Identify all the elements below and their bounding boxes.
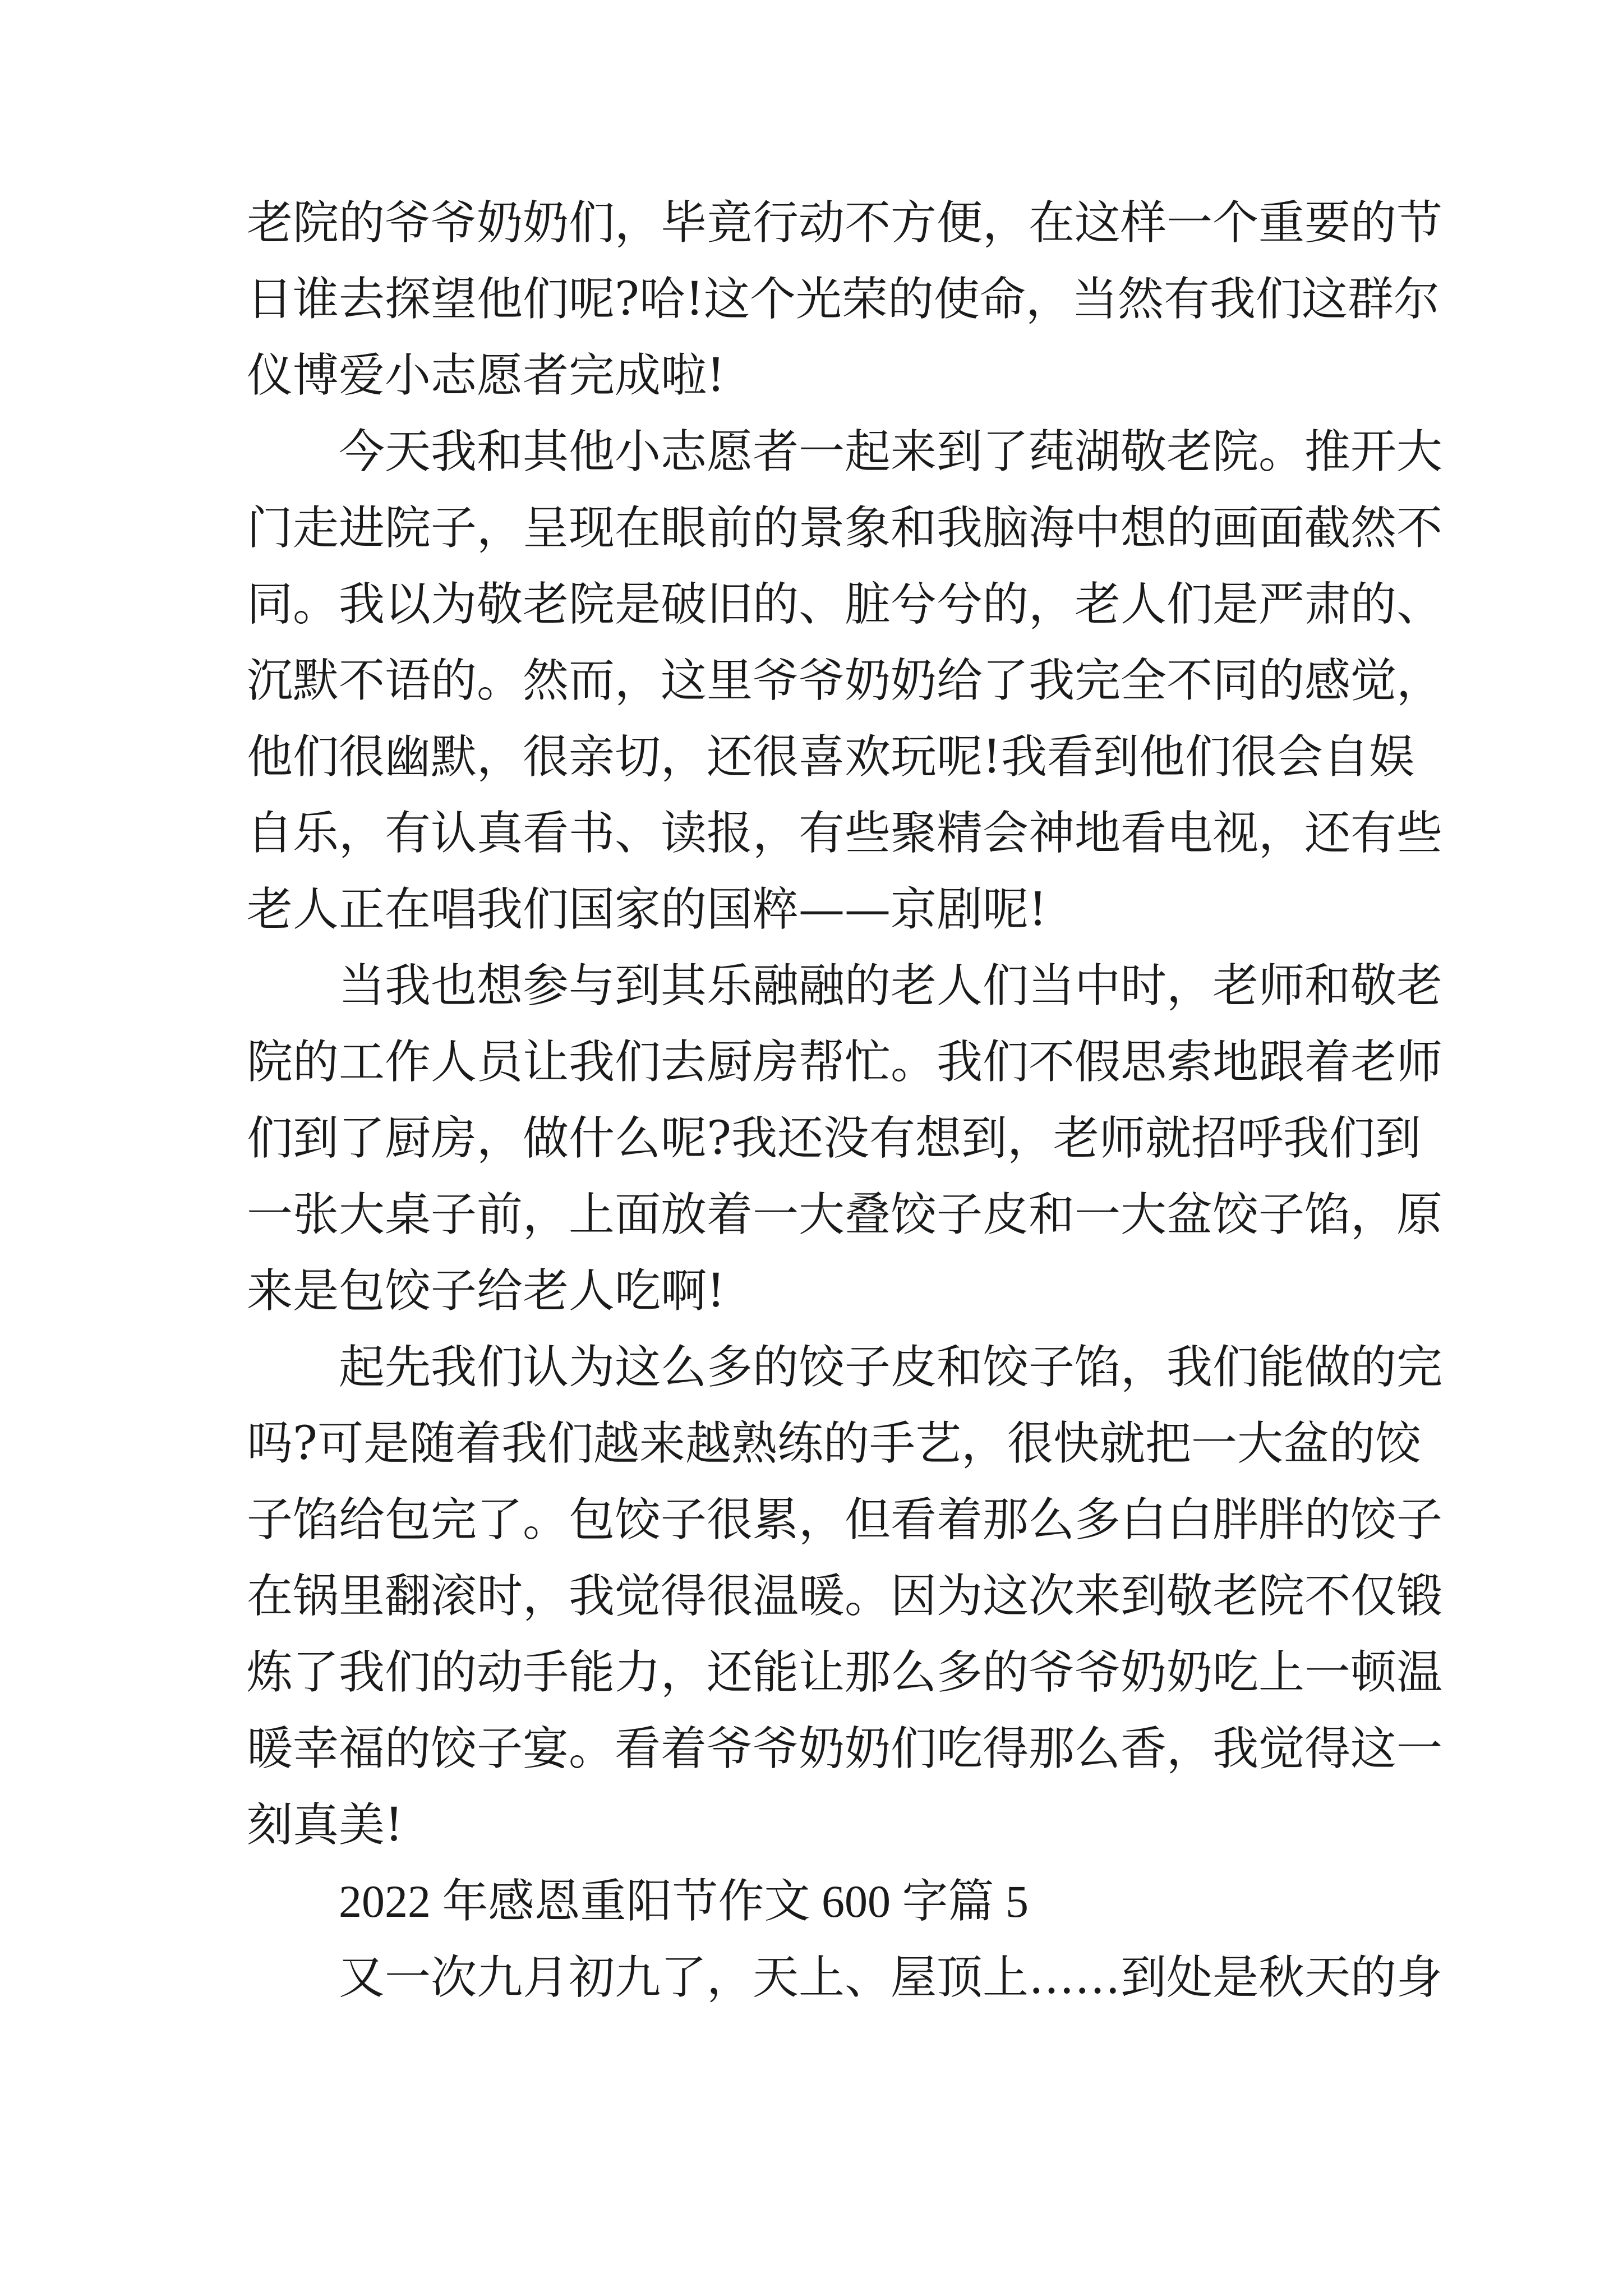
text-line: 老人正在唱我们国家的国粹——京剧呢! <box>247 883 1047 936</box>
text-line: 一张大桌子前，上面放着一大叠饺子皮和一大盆饺子馅，原 <box>247 1188 1443 1241</box>
text-line: 日谁去探望他们呢?哈!这个光荣的使命，当然有我们这群尔 <box>247 273 1440 326</box>
text-line: 们到了厨房，做什么呢?我还没有想到，老师就招呼我们到 <box>247 1112 1421 1165</box>
text-line: 吗?可是随着我们越来越熟练的手艺，很快就把一大盆的饺 <box>247 1417 1421 1470</box>
paragraph-first-line: 又一次九月初九了，天上、屋顶上……到处是秋天的身 <box>339 1951 1443 2004</box>
text-line: 暖幸福的饺子宴。看着爷爷奶奶们吃得那么香，我觉得这一 <box>247 1722 1443 1775</box>
text-line: 沉默不语的。然而，这里爷爷奶奶给了我完全不同的感觉， <box>247 654 1443 707</box>
text-line: 刻真美! <box>247 1798 403 1852</box>
text-line: 门走进院子，呈现在眼前的景象和我脑海中想的画面截然不 <box>247 501 1443 555</box>
text-line: 仪博爱小志愿者完成啦! <box>247 349 725 402</box>
text-line: 在锅里翻滚时，我觉得很温暖。因为这次来到敬老院不仅锻 <box>247 1570 1443 1623</box>
text-line: 自乐，有认真看书、读报，有些聚精会神地看电视，还有些 <box>247 807 1443 860</box>
text-line: 老院的爷爷奶奶们，毕竟行动不方便，在这样一个重要的节 <box>247 196 1443 250</box>
paragraph-first-line: 当我也想参与到其乐融融的老人们当中时，老师和敬老 <box>339 959 1443 1013</box>
paragraph-first-line: 起先我们认为这么多的饺子皮和饺子馅，我们能做的完 <box>339 1341 1443 1394</box>
text-line: 炼了我们的动手能力，还能让那么多的爷爷奶奶吃上一顿温 <box>247 1646 1443 1699</box>
document-body <box>247 185 1443 2016</box>
paragraph-first-line: 今天我和其他小志愿者一起来到了莼湖敬老院。推开大 <box>339 425 1443 478</box>
text-line: 院的工作人员让我们去厨房帮忙。我们不假思索地跟着老师 <box>247 1036 1443 1089</box>
text-line: 他们很幽默，很亲切，还很喜欢玩呢!我看到他们很会自娱 <box>247 730 1415 784</box>
text-line: 子馅给包完了。包饺子很累，但看着那么多白白胖胖的饺子 <box>247 1493 1443 1547</box>
text-line: 同。我以为敬老院是破旧的、脏兮兮的，老人们是严肃的、 <box>247 578 1443 631</box>
section-heading: 2022 年感恩重阳节作文 600 字篇 5 <box>339 1876 1029 1927</box>
text-line: 来是包饺子给老人吃啊! <box>247 1264 725 1318</box>
